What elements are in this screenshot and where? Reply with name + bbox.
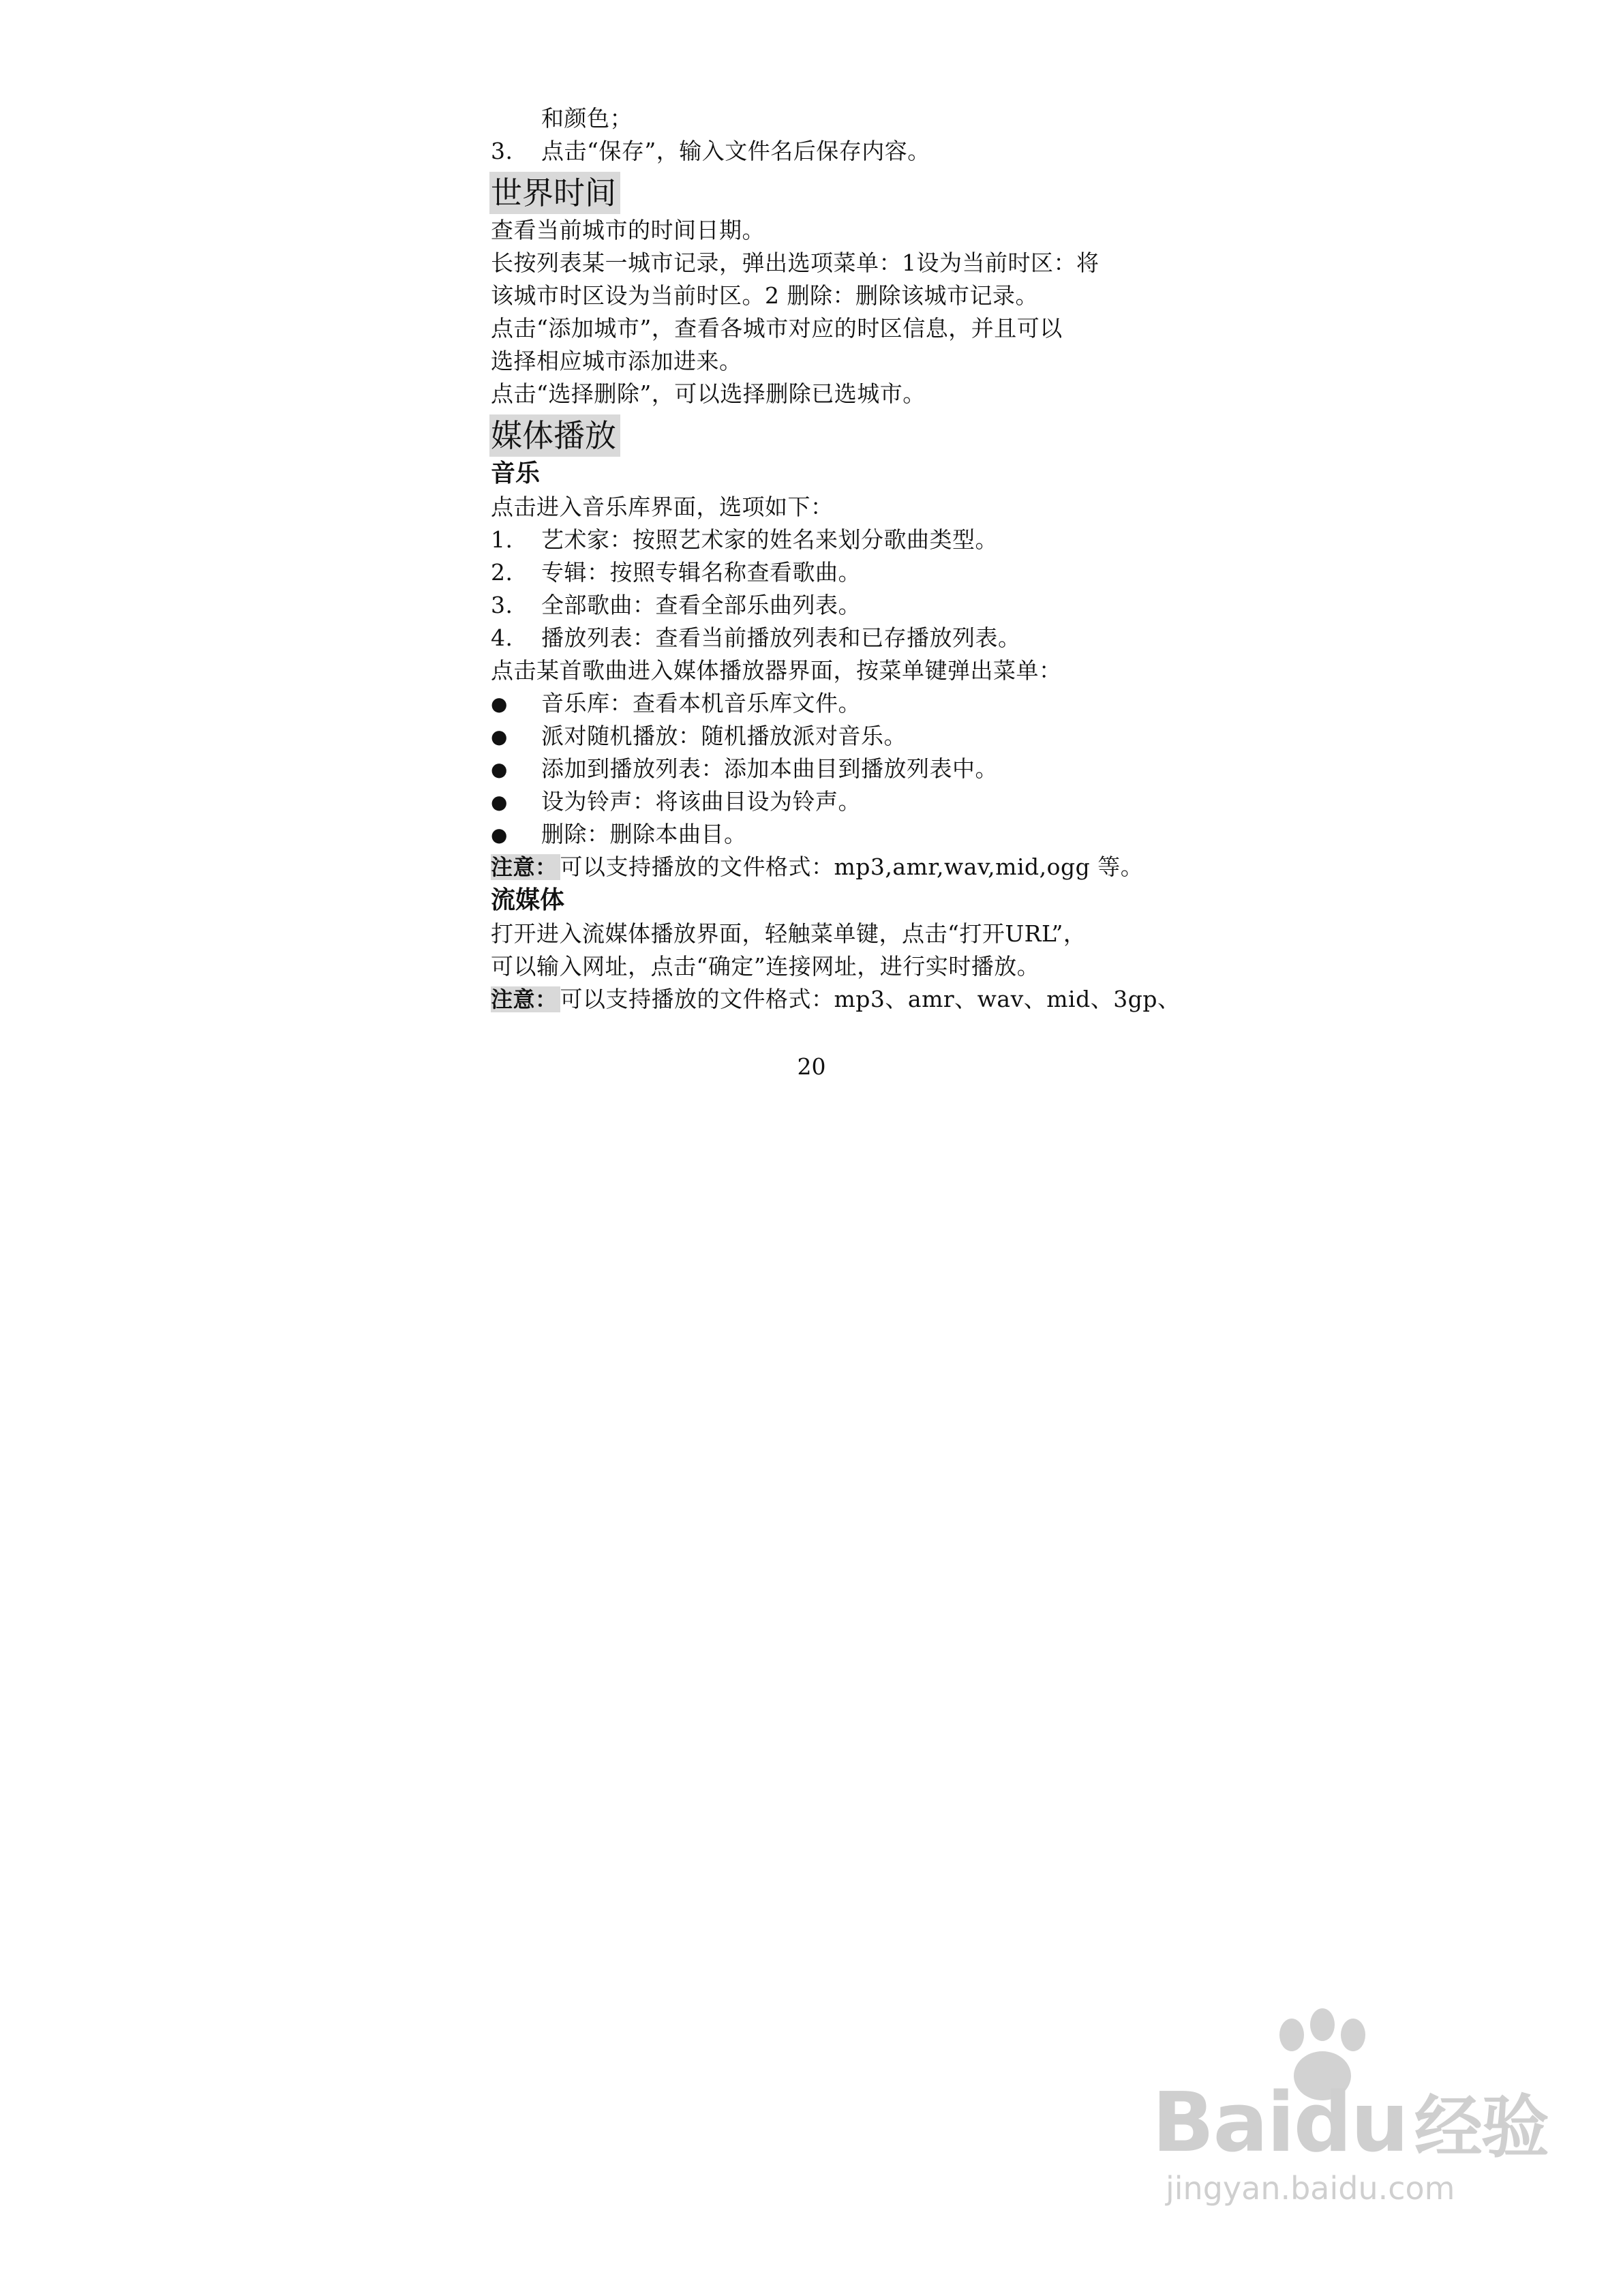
- bullet-item: [491, 720, 1159, 753]
- note-text: 可以支持播放的文件格式：mp3、amr、wav、mid、3gp、: [560, 986, 1181, 1012]
- note-label: 注意：: [491, 986, 560, 1012]
- item-text: 艺术家：按照艺术家的姓名来划分歌曲类型。: [541, 526, 998, 553]
- subheading-streaming: 流媒体: [491, 886, 565, 914]
- note-line: [491, 983, 1181, 1016]
- logo-du: du: [1293, 2076, 1408, 2171]
- item-text: 全部歌曲：查看全部乐曲列表。: [541, 592, 861, 618]
- text-line: 长按列表某一城市记录，弹出选项菜单：1设为当前时区：将: [491, 250, 1099, 276]
- subheading-music: 音乐: [491, 459, 541, 487]
- text-line: 和颜色；: [541, 105, 633, 132]
- section-heading-wrap: [491, 410, 1159, 457]
- note-line: [491, 851, 1159, 883]
- note-label: 注意：: [491, 854, 560, 880]
- bullet-text: 添加到播放列表：添加本曲目到播放列表中。: [541, 755, 998, 782]
- bullet-icon: ●: [491, 791, 508, 813]
- text-line: 打开进入流媒体播放界面，轻触菜单键，点击“打开URL”，: [491, 920, 1087, 947]
- page-content: [491, 102, 1181, 1016]
- bullet-text: 删除：删除本曲目。: [541, 821, 747, 847]
- text-line: 查看当前城市的时间日期。: [491, 217, 765, 243]
- item-number: 3.: [491, 592, 513, 618]
- item-text: 播放列表：查看当前播放列表和已存播放列表。: [541, 624, 1021, 651]
- numbered-item: [491, 556, 1159, 589]
- page-number: 20: [797, 1053, 826, 1080]
- bullet-text: 设为铃声：将该曲目设为铃声。: [541, 788, 861, 815]
- logo-jingyan: 经验: [1414, 2087, 1548, 2167]
- text-line: 点击某首歌曲进入媒体播放器界面，按菜单键弹出菜单：: [491, 657, 1062, 684]
- bullet-text: 音乐库：查看本机音乐库文件。: [541, 690, 861, 716]
- text-line: 点击“选择删除”，可以选择删除已选城市。: [491, 380, 926, 407]
- section-heading-media: 媒体播放: [489, 414, 620, 457]
- item-number: 1.: [491, 526, 513, 553]
- baidu-jingyan-watermark: [1152, 2008, 1575, 2212]
- bullet-item: [491, 785, 1159, 818]
- bullet-item: [491, 818, 1159, 851]
- item-text: 点击“保存”，输入文件名后保存内容。: [541, 138, 930, 164]
- bullet-item: [491, 687, 1159, 720]
- bullet-icon: ●: [491, 758, 508, 781]
- bullet-text: 派对随机播放：随机播放派对音乐。: [541, 723, 907, 749]
- note-text: 可以支持播放的文件格式：mp3,amr,wav,mid,ogg 等。: [560, 854, 1144, 880]
- section-heading-wrap: [491, 168, 1159, 214]
- watermark-url: jingyan.baidu.com: [1166, 2170, 1455, 2207]
- section-heading-world-time: 世界时间: [489, 172, 620, 214]
- item-number: 3.: [491, 138, 513, 164]
- numbered-item: [491, 589, 1159, 622]
- numbered-item: [491, 524, 1159, 556]
- item-text: 专辑：按照专辑名称查看歌曲。: [541, 559, 861, 586]
- logo-bai: Bai: [1152, 2076, 1294, 2171]
- text-line: 点击“添加城市”，查看各城市对应的时区信息，并且可以: [491, 315, 1063, 342]
- text-line: 该城市时区设为当前时区。2 删除：删除该城市记录。: [491, 282, 1038, 309]
- item-number: 2.: [491, 559, 513, 586]
- bullet-icon: ●: [491, 725, 508, 748]
- text-line: 可以输入网址，点击“确定”连接网址，进行实时播放。: [491, 953, 1040, 980]
- bullet-icon: ●: [491, 693, 508, 715]
- text-line: 选择相应城市添加进来。: [491, 348, 742, 374]
- numbered-item: [491, 622, 1159, 654]
- text-line: 点击进入音乐库界面，选项如下：: [491, 494, 834, 520]
- bullet-item: [491, 753, 1159, 785]
- numbered-item: [491, 135, 1159, 168]
- bullet-icon: ●: [491, 824, 508, 846]
- item-number: 4.: [491, 624, 513, 651]
- watermark-logo: [1152, 2076, 1548, 2171]
